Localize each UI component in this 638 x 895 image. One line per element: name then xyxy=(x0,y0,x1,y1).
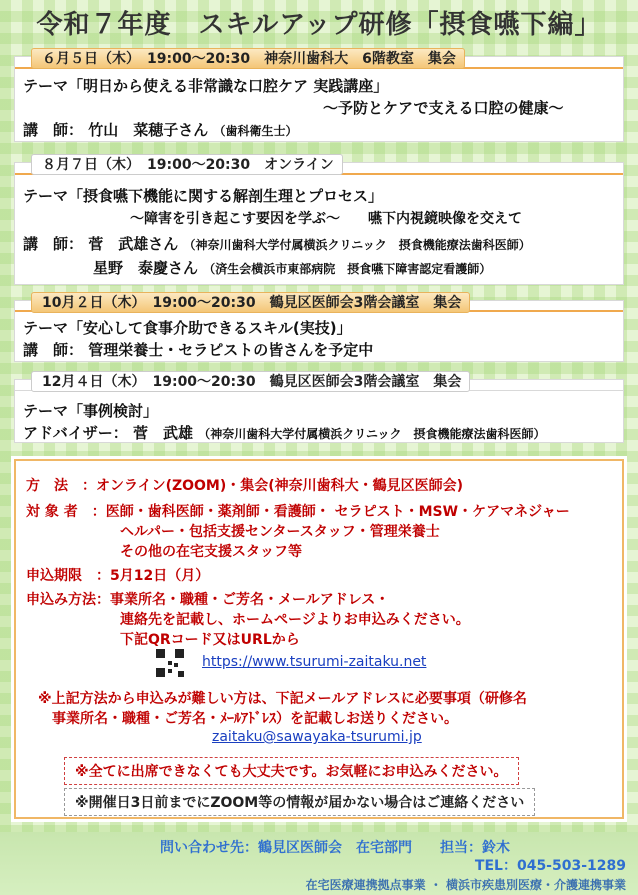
target-value-2: ヘルパー・包括支援センタースタッフ・管理栄養士 xyxy=(120,524,440,540)
apply-label: 申込み方法： xyxy=(26,592,110,608)
zoom-info-note: ※開催日3日前までにZOOM等の情報が届かない場合はご連絡ください xyxy=(64,788,535,816)
method-label: 方 法 ： xyxy=(26,478,96,494)
session-theme: テーマ「摂食嚥下機能に関する解剖生理とプロセス」 xyxy=(23,187,384,205)
website-link[interactable]: https://www.tsurumi-zaitaku.net xyxy=(202,654,427,670)
lecturer-label: 講 師： xyxy=(23,235,84,253)
deadline-row xyxy=(26,565,209,585)
apply-row xyxy=(26,589,389,609)
target-row xyxy=(26,501,570,521)
application-info-box xyxy=(14,459,624,819)
deadline-label: 申込期限 ： xyxy=(26,568,110,584)
apply-value-1: 事業所名・職種・ご芳名・メールアドレス・ xyxy=(110,592,390,608)
apply-value-2: 連絡先を記載し、ホームページよりお申込みください。 xyxy=(120,612,470,628)
session-theme-sub: ～障害を引き起こす要因を学ぶ～ 嚥下内視鏡映像を交えて xyxy=(130,211,522,227)
note-line-1: ※上記方法から申込みが難しい方は、下記メールアドレスに必要事項（研修名 xyxy=(38,691,527,707)
lecturer-name: 菅 武雄さん xyxy=(88,235,179,253)
contact-info: 問い合わせ先：鶴見区医師会 在宅部門 担当：鈴木 xyxy=(160,840,510,856)
qr-code-icon[interactable] xyxy=(156,649,184,677)
contact-tel: TEL：045-503-1289 xyxy=(474,858,626,874)
method-value: オンライン(ZOOM)・集会(神奈川歯科大・鶴見区医師会) xyxy=(96,478,464,494)
project-name: 在宅医療連携拠点事業 ・ 横浜市疾患別医療・介護連携事業 xyxy=(305,878,626,892)
lecturer-note: （済生会横浜市東部病院 摂食嚥下障害認定看護師） xyxy=(203,262,492,276)
session-header-3: 10月２日（木） 19:00～20:30 鶴見区医師会3階会議室 集会 xyxy=(31,292,470,313)
lecturer-label: 講 師： xyxy=(23,341,84,359)
deadline-value: 5月12日（月） xyxy=(110,568,210,584)
session-lecturer xyxy=(23,422,545,443)
lecturer-name: 竹山 菜穂子さん xyxy=(88,121,209,139)
lecturer-note: （神奈川歯科大学付属横浜クリニック 摂食機能療法歯科医師） xyxy=(183,238,531,252)
method-row xyxy=(26,475,463,495)
session-header-2: ８月７日（木） 19:00～20:30 オンライン xyxy=(31,154,343,175)
session-header-1: ６月５日（木） 19:00～20:30 神奈川歯科大 6階教室 集会 xyxy=(31,48,465,69)
lecturer-name: 管理栄養士・セラピストの皆さんを予定中 xyxy=(88,341,374,359)
session-header-4: 12月４日（木） 19:00～20:30 鶴見区医師会3階会議室 集会 xyxy=(31,371,470,392)
session-lecturer xyxy=(23,233,531,254)
lecturer-note: （歯科衛生士） xyxy=(213,124,298,138)
lecturer-note: （神奈川歯科大学付属横浜クリニック 摂食機能療法歯科医師） xyxy=(198,427,546,441)
lecturer-label: アドバイザー： xyxy=(23,424,128,442)
note-line-2: 事業所名・職種・ご芳名・ﾒｰﾙｱﾄﾞﾚｽ）を記載しお送りください。 xyxy=(52,711,458,727)
page-title: 令和７年度 スキルアップ研修「摂食嚥下編」 xyxy=(36,10,602,40)
email-link[interactable]: zaitaku@sawayaka-tsurumi.jp xyxy=(212,729,422,745)
lecturer-name: 星野 泰慶さん xyxy=(93,259,199,277)
footer xyxy=(0,832,638,895)
session-theme: テーマ「事例検討」 xyxy=(23,402,159,420)
session-theme: テーマ「安心して食事介助できるスキル(実技)」 xyxy=(23,319,352,337)
attendance-note: ※全てに出席できなくても大丈夫です。お気軽にお申込みください。 xyxy=(64,757,519,785)
session-lecturer-2 xyxy=(93,257,491,278)
session-lecturer xyxy=(23,119,298,140)
session-lecturer xyxy=(23,339,373,360)
session-theme: テーマ「明日から使える非常識な口腔ケア 実践講座」 xyxy=(23,77,389,95)
apply-value-3: 下記QRコード又はURLから xyxy=(120,632,300,648)
session-panel-2 xyxy=(14,162,624,285)
lecturer-name: 菅 武雄 xyxy=(132,424,193,442)
target-label: 対 象 者 ： xyxy=(26,504,106,520)
target-value-1: 医師・歯科医師・薬剤師・看護師・ セラピスト・MSW・ケアマネジャー xyxy=(105,504,570,520)
lecturer-label: 講 師： xyxy=(23,121,84,139)
session-theme-sub: ～予防とケアで支える口腔の健康～ xyxy=(323,99,564,117)
target-value-3: その他の在宅支援スタッフ等 xyxy=(120,544,302,560)
